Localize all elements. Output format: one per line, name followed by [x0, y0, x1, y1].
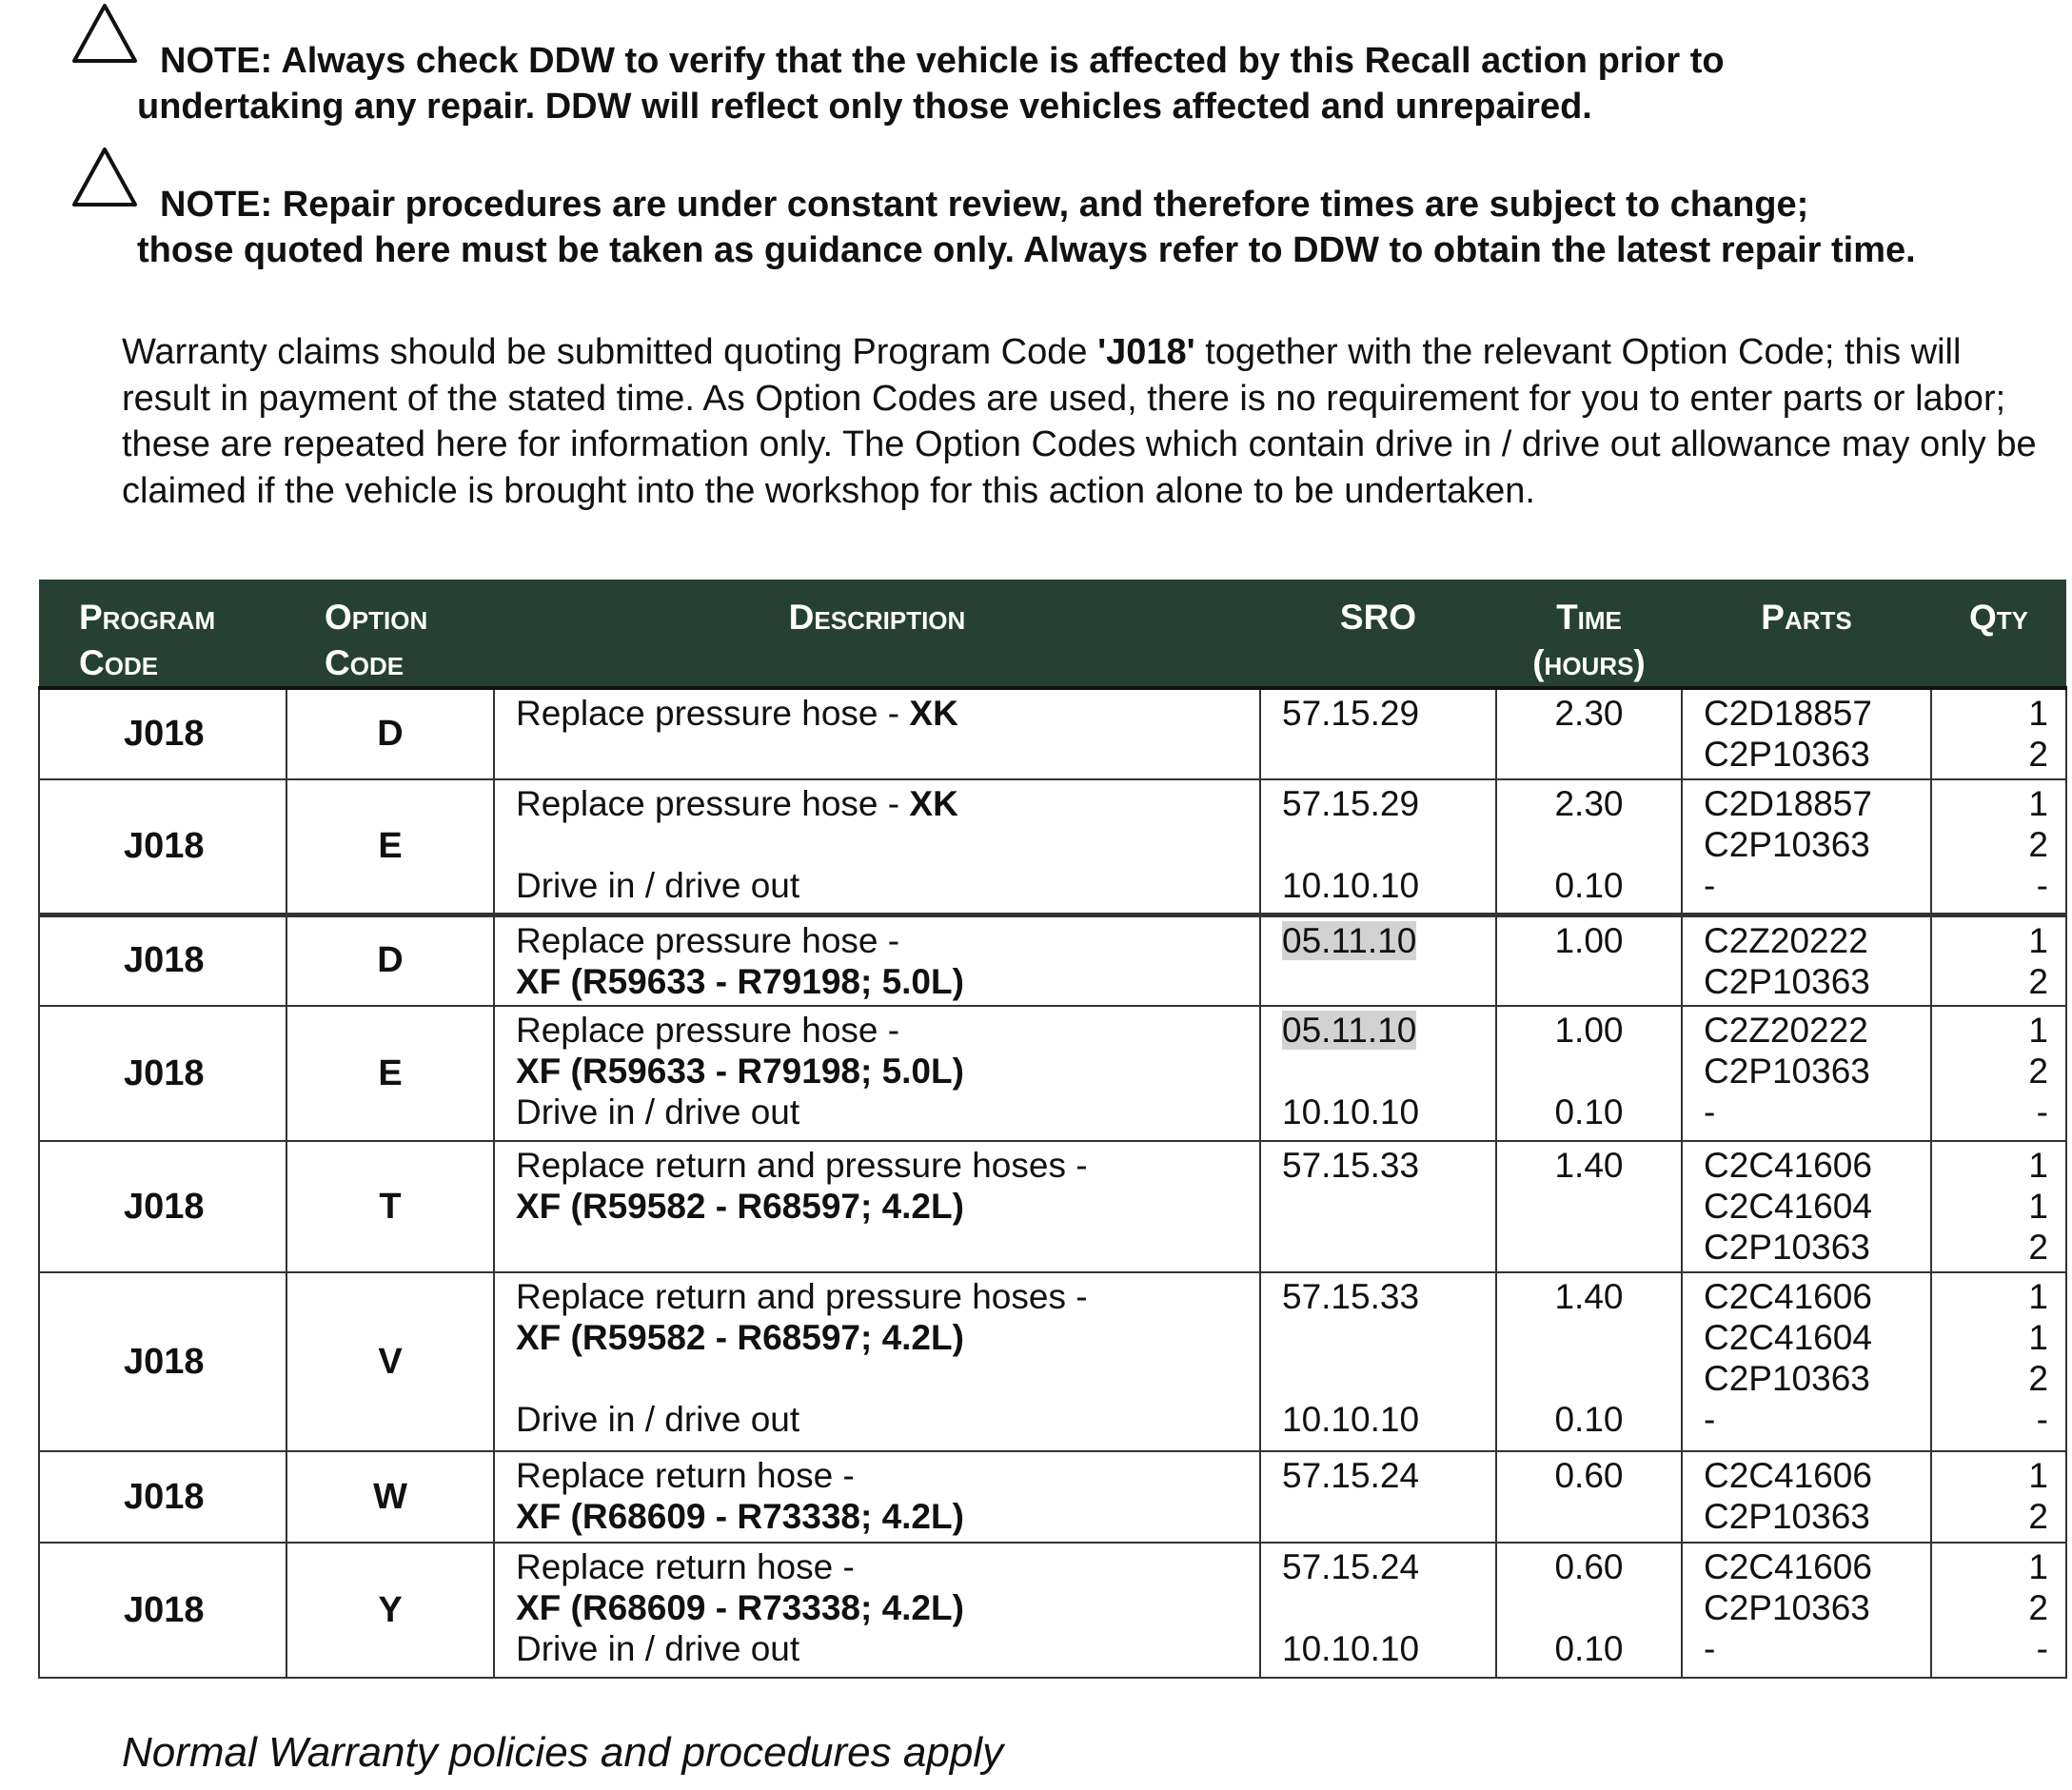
option-code-cell: E	[286, 779, 494, 915]
part-number: C2P10363	[1704, 735, 1870, 774]
program-code-cell: J018	[39, 1006, 286, 1141]
time-value: 1.00	[1554, 1011, 1624, 1050]
note-repair-times	[69, 182, 2020, 273]
table-row	[39, 688, 2066, 779]
time-cell	[1496, 1006, 1682, 1141]
description-cell	[494, 1141, 1260, 1272]
model-range: XF (R59582 - R68597; 4.2L)	[516, 1187, 964, 1226]
qty-cell	[1931, 779, 2066, 915]
model-range: XF (R59633 - R79198; 5.0L)	[516, 961, 964, 1001]
time-value: 1.40	[1554, 1146, 1624, 1185]
drive-in-out-label: Drive in / drive out	[516, 866, 800, 905]
quantity: 1	[2028, 1187, 2048, 1226]
drive-in-out-label: Drive in / drive out	[516, 1400, 800, 1439]
description-cell	[494, 1451, 1260, 1543]
highlighted-sro: 05.11.10	[1282, 920, 1417, 960]
part-number: C2D18857	[1704, 694, 1872, 733]
header-sro: SRO	[1260, 580, 1496, 688]
drive-time-value: 0.10	[1554, 1092, 1624, 1131]
warranty-claims-paragraph	[122, 329, 2044, 514]
repair-description: Replace pressure hose -	[516, 784, 910, 823]
repair-description: Replace return hose -	[516, 1456, 855, 1495]
header-program-code: Program Code	[39, 580, 286, 688]
time-cell	[1496, 1272, 1682, 1451]
sro-value: 57.15.29	[1282, 694, 1420, 733]
part-number: C2P10363	[1704, 1052, 1870, 1091]
parts-cell	[1682, 1141, 1931, 1272]
quantity: 1	[2028, 1277, 2048, 1316]
quantity: 1	[2028, 1011, 2048, 1050]
quantity: 2	[2028, 1588, 2048, 1627]
repair-description: Replace pressure hose -	[516, 694, 910, 733]
time-value: 1.40	[1554, 1277, 1624, 1316]
part-number: C2Z20222	[1704, 1011, 1868, 1050]
program-code-cell: J018	[39, 1141, 286, 1272]
sro-value: 57.15.24	[1282, 1547, 1420, 1586]
header-qty: Qty	[1931, 580, 2066, 688]
repair-description: Replace return and pressure hoses -	[516, 1277, 1088, 1316]
description-cell	[494, 1543, 1260, 1678]
qty-cell	[1931, 915, 2066, 1006]
sro-value	[1282, 1010, 1495, 1051]
quantity: 1	[2028, 784, 2048, 823]
header-time: Time (hours)	[1496, 580, 1682, 688]
quantity: 2	[2028, 1497, 2048, 1536]
parts-cell	[1682, 915, 1931, 1006]
parts-cell	[1682, 779, 1931, 915]
part-number: C2D18857	[1704, 784, 1872, 823]
header-option-code: Option Code	[286, 580, 494, 688]
note-text-line: NOTE: Always check DDW to verify that the vehicle is affected by this Recall action prior to	[160, 41, 1725, 81]
warning-triangle-icon	[70, 2, 139, 65]
table-row	[39, 779, 2066, 915]
time-cell	[1496, 688, 1682, 779]
program-code-emphasis: 'J018'	[1097, 332, 1195, 372]
drive-in-out-label: Drive in / drive out	[516, 1092, 800, 1131]
sro-cell	[1260, 1543, 1496, 1678]
sro-cell	[1260, 1006, 1496, 1141]
program-code-cell: J018	[39, 915, 286, 1006]
paragraph-text: together with the relevant Option Code; this will result in payment of the stated time. As Option Codes are used, there is no requirement for you to enter parts or labor; these are repeated here for information only. The Option Codes which contain drive in / drive out allowance may only be claimed if the vehicle is brought into the workshop for this action alone to be undertaken.	[122, 332, 2037, 511]
parts-cell	[1682, 1543, 1931, 1678]
time-value: 1.00	[1554, 920, 1624, 960]
time-cell	[1496, 1141, 1682, 1272]
description-cell	[494, 1272, 1260, 1451]
qty-cell	[1931, 688, 2066, 779]
quantity: 1	[2028, 694, 2048, 733]
table-row	[39, 1141, 2066, 1272]
quantity: 2	[2028, 961, 2048, 1001]
option-code-cell: E	[286, 1006, 494, 1141]
drive-parts-value: -	[1704, 866, 1716, 905]
time-cell	[1496, 1543, 1682, 1678]
footer-note: Normal Warranty policies and procedures apply	[122, 1729, 1004, 1776]
table-header-row	[39, 580, 2066, 688]
part-number: C2C41604	[1704, 1318, 1872, 1357]
part-number: C2C41606	[1704, 1547, 1872, 1586]
model-range: XF (R59582 - R68597; 4.2L)	[516, 1318, 964, 1357]
time-value: 2.30	[1554, 694, 1624, 733]
quantity: 1	[2028, 1456, 2048, 1495]
sro-value: 57.15.33	[1282, 1277, 1420, 1316]
sro-cell	[1260, 779, 1496, 915]
option-code-table	[38, 580, 2067, 1679]
part-number: C2P10363	[1704, 825, 1870, 864]
part-number: C2C41606	[1704, 1456, 1872, 1495]
drive-parts-value: -	[1704, 1629, 1716, 1668]
quantity: 2	[2028, 1359, 2048, 1398]
note-ddw-verify	[69, 38, 2020, 129]
option-code-cell: V	[286, 1272, 494, 1451]
quantity: 2	[2028, 735, 2048, 774]
time-value: 0.60	[1554, 1547, 1624, 1586]
highlighted-sro: 05.11.10	[1282, 1011, 1417, 1050]
header-parts: Parts	[1682, 580, 1931, 688]
program-code-cell: J018	[39, 1543, 286, 1678]
description-line	[516, 783, 1259, 824]
quantity: 2	[2028, 1052, 2048, 1091]
table-row	[39, 915, 2066, 1006]
drive-qty-value: -	[2036, 1400, 2048, 1439]
option-code-cell: D	[286, 915, 494, 1006]
drive-time-value: 0.10	[1554, 866, 1624, 905]
model-range: XK	[909, 694, 958, 733]
description-cell	[494, 688, 1260, 779]
table-row	[39, 1006, 2066, 1141]
part-number: C2C41606	[1704, 1146, 1872, 1185]
drive-time-value: 0.10	[1554, 1400, 1624, 1439]
part-number: C2C41606	[1704, 1277, 1872, 1316]
part-number: C2Z20222	[1704, 920, 1868, 960]
quantity: 2	[2028, 1228, 2048, 1267]
sro-value: 57.15.29	[1282, 784, 1420, 823]
paragraph-text: Warranty claims should be submitted quoting Program Code	[122, 332, 1098, 372]
sro-value: 57.15.24	[1282, 1456, 1420, 1495]
quantity: 1	[2028, 920, 2048, 960]
part-number: C2P10363	[1704, 961, 1870, 1001]
sro-cell	[1260, 1451, 1496, 1543]
description-cell	[494, 915, 1260, 1006]
program-code-cell: J018	[39, 1451, 286, 1543]
part-number: C2P10363	[1704, 1588, 1870, 1627]
sro-value: 57.15.33	[1282, 1146, 1420, 1185]
qty-cell	[1931, 1451, 2066, 1543]
repair-description: Replace return and pressure hoses -	[516, 1146, 1088, 1185]
option-code-cell: W	[286, 1451, 494, 1543]
parts-cell	[1682, 1451, 1931, 1543]
quantity: 1	[2028, 1318, 2048, 1357]
quantity: 2	[2028, 825, 2048, 864]
option-code-cell: Y	[286, 1543, 494, 1678]
parts-cell	[1682, 1006, 1931, 1141]
repair-description: Replace return hose -	[516, 1547, 855, 1586]
drive-sro-value: 10.10.10	[1282, 866, 1420, 905]
drive-parts-value: -	[1704, 1092, 1716, 1131]
note-text-rest: undertaking any repair. DDW will reflect only those vehicles affected and unrepaired.	[137, 87, 1592, 127]
description-line	[516, 693, 1259, 734]
part-number: C2P10363	[1704, 1497, 1870, 1536]
description-cell	[494, 779, 1260, 915]
qty-cell	[1931, 1006, 2066, 1141]
program-code-cell: J018	[39, 1272, 286, 1451]
program-code-cell: J018	[39, 779, 286, 915]
quantity: 1	[2028, 1146, 2048, 1185]
model-range: XK	[909, 784, 958, 823]
note-text-line: NOTE: Repair procedures are under constant review, and therefore times are subject to change;	[160, 185, 1809, 225]
part-number: C2C41604	[1704, 1187, 1872, 1226]
drive-qty-value: -	[2036, 1629, 2048, 1668]
sro-cell	[1260, 1272, 1496, 1451]
table-row	[39, 1451, 2066, 1543]
drive-sro-value: 10.10.10	[1282, 1400, 1420, 1439]
time-cell	[1496, 1451, 1682, 1543]
part-number: C2P10363	[1704, 1359, 1870, 1398]
qty-cell	[1931, 1272, 2066, 1451]
time-cell	[1496, 779, 1682, 915]
drive-qty-value: -	[2036, 1092, 2048, 1131]
header-description: Description	[494, 580, 1260, 688]
table-row	[39, 1543, 2066, 1678]
option-code-cell: T	[286, 1141, 494, 1272]
repair-description: Replace pressure hose -	[516, 1011, 900, 1050]
repair-description: Replace pressure hose -	[516, 920, 900, 960]
quantity: 1	[2028, 1547, 2048, 1586]
drive-sro-value: 10.10.10	[1282, 1092, 1420, 1131]
model-range: XF (R68609 - R73338; 4.2L)	[516, 1497, 964, 1536]
sro-value	[1282, 920, 1495, 961]
parts-cell	[1682, 1272, 1931, 1451]
qty-cell	[1931, 1141, 2066, 1272]
warning-triangle-icon	[70, 146, 139, 208]
time-value: 0.60	[1554, 1456, 1624, 1495]
sro-cell	[1260, 1141, 1496, 1272]
drive-in-out-label: Drive in / drive out	[516, 1629, 800, 1668]
model-range: XF (R68609 - R73338; 4.2L)	[516, 1588, 964, 1627]
time-value: 2.30	[1554, 784, 1624, 823]
part-number: C2P10363	[1704, 1228, 1870, 1267]
table-row	[39, 1272, 2066, 1451]
program-code-cell: J018	[39, 688, 286, 779]
sro-cell	[1260, 915, 1496, 1006]
model-range: XF (R59633 - R79198; 5.0L)	[516, 1052, 964, 1091]
sro-cell	[1260, 688, 1496, 779]
drive-sro-value: 10.10.10	[1282, 1629, 1420, 1668]
qty-cell	[1931, 1543, 2066, 1678]
time-cell	[1496, 915, 1682, 1006]
description-cell	[494, 1006, 1260, 1141]
parts-cell	[1682, 688, 1931, 779]
note-text-rest: those quoted here must be taken as guidance only. Always refer to DDW to obtain the latest repair time.	[137, 230, 1916, 270]
drive-parts-value: -	[1704, 1400, 1716, 1439]
drive-time-value: 0.10	[1554, 1629, 1624, 1668]
drive-qty-value: -	[2036, 866, 2048, 905]
option-code-cell: D	[286, 688, 494, 779]
